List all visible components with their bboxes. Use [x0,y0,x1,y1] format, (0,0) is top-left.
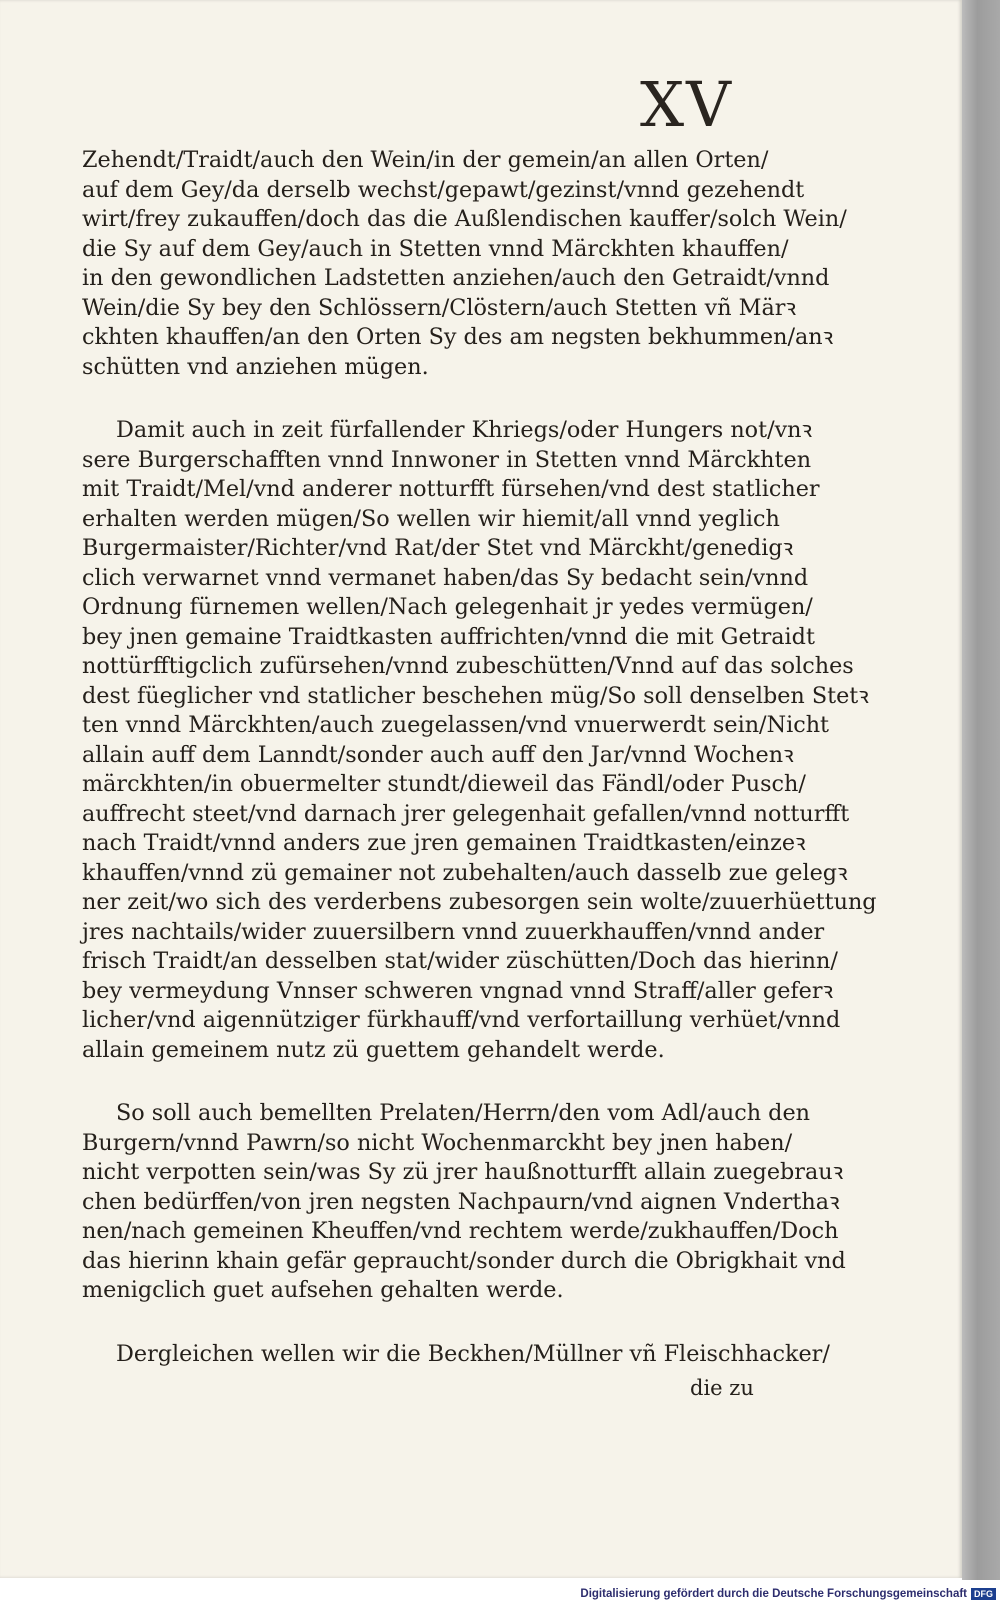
text-line: So soll auch bemellten Prelaten/Herrn/den vom Adl/auch den [116,1100,811,1126]
text-line: bey jnen gemaine Traidtkasten auffrichten/vnnd die mit Getraidt [82,623,815,650]
text-line: ckhten khauffen/an den Orten Sy des am negsten bekhummen/anꝛ [82,324,834,350]
text-line: dest füeglicher vnd statlicher beschehen müg/So soll denselben Stetꝛ [82,682,869,709]
text-line: nottürfftigclich zufürsehen/vnnd zubeschütten/Vnnd auf das solches [82,653,854,679]
text-line: in den gewondlichen Ladstetten anziehen/auch den Getraidt/vnnd [82,265,830,291]
paragraph [82,416,877,1065]
text-line: clich verwarnet vnnd vermanet haben/das Sy bedacht sein/vnnd [82,564,809,591]
text-line: mit Traidt/Mel/vnd anderer notturfft fürsehen/vnd dest statlicher [82,476,820,502]
text-line: nicht verpotten sein/was Sy zü jrer haußnotturfft allain zuegebrauꝛ [82,1159,844,1185]
text-line: auf dem Gey/da derselb wechst/gepawt/gezinst/vnnd gezehendt [82,176,805,203]
footer-credit: Digitalisierung gefördert durch die Deutsche Forschungsgemeinschaft [580,1588,967,1600]
text-line: die Sy auf dem Gey/auch in Stetten vnnd Märckhten khauffen/ [82,235,789,262]
text-line: bey vermeydung Vnnser schweren vngnad vnnd Straff/aller geferꝛ [82,977,834,1004]
paragraph-gap [82,1065,744,1099]
text-line: licher/vnd aigennütziger fürkhauff/vnd verfortaillung verhüet/vnnd [82,1007,841,1033]
text-line: wirt/frey zukauffen/doch das die Außlendischen kauffer/solch Wein/ [82,206,847,232]
dfg-logo: DFG [971,1588,996,1600]
text-line: allain auff dem Lanndt/sonder auch auff den Jar/vnnd Wochenꝛ [82,741,794,768]
page-number: XV [640,68,733,141]
text-line: frisch Traidt/an desselben stat/wider züschütten/Doch das hierinn/ [82,948,838,974]
text-line: khauffen/vnnd zü gemainer not zubehalten/auch dasselb zue gelegꝛ [82,859,848,886]
text-line: märckhten/in obuermelter stundt/dieweil das Fändl/oder Pusch/ [82,771,806,797]
text-line: Ordnung fürnemen wellen/Nach gelegenhait jr yedes vermügen/ [82,594,813,620]
text-line: jres nachtails/wider zuuersilbern vnnd zuuerkhauffen/vnnd ander [82,918,825,945]
text-line: ten vnnd Märckhten/auch zuegelassen/vnd vnuerwerdt sein/Nicht [82,712,830,738]
text-line: ner zeit/wo sich des verderbens zubesorgen sein wolte/zuuerhüettung [82,889,877,915]
paragraph [82,1340,830,1370]
paragraph-gap [82,1306,744,1340]
text-line: Dergleichen wellen wir die Beckhen/Müllner vñ Fleischhacker/ [116,1340,830,1367]
text-line: Wein/die Sy bey den Schlössern/Clöstern/auch Stetten vñ Märꝛ [82,294,797,321]
paragraph [82,1099,846,1306]
page-edge-shadow [962,0,1000,1580]
text-line: das hierinn khain gefär gepraucht/sonder durch die Obrigkhait vnd [82,1247,846,1274]
paragraph-gap [82,382,744,416]
text-line: nach Traidt/vnnd anders zue jren gemainen Traidtkasten/einzeꝛ [82,830,806,856]
text-line: erhalten werden mügen/So wellen wir hiemit/all vnnd yeglich [82,505,780,532]
text-line: chen bedürffen/von jren negsten Nachpaurn/vnd aignen Vnderthaꝛ [82,1188,840,1215]
text-line: Zehendt/Traidt/auch den Wein/in der gemein/an allen Orten/ [82,147,769,173]
text-line: schütten vnd anziehen mügen. [82,353,429,380]
text-line: Burgermaister/Richter/vnd Rat/der Stet vnd Märckht/genedigꝛ [82,535,794,561]
text-line: menigclich guet aufsehen gehalten werde. [82,1277,564,1303]
text-line: auffrecht steet/vnd darnach jrer gelegenhait gefallen/vnnd notturfft [82,800,850,827]
catchword: die zu [690,1376,754,1400]
text-line: allain gemeinem nutz zü guettem gehandelt werde. [82,1036,665,1063]
text-line: Burgern/vnnd Pawrn/so nicht Wochenmarckht bey jnen haben/ [82,1129,793,1156]
text-line: sere Burgerschafften vnnd Innwoner in Stetten vnnd Märckhten [82,446,812,473]
text-line: nen/nach gemeinen Kheuffen/vnd rechtem werde/zukhauffen/Doch [82,1218,839,1244]
digitization-footer [560,1585,1000,1603]
text-line: Damit auch in zeit fürfallender Khriegs/oder Hungers not/vnꝛ [116,417,813,443]
body-text [82,146,877,1369]
paragraph [82,146,847,382]
